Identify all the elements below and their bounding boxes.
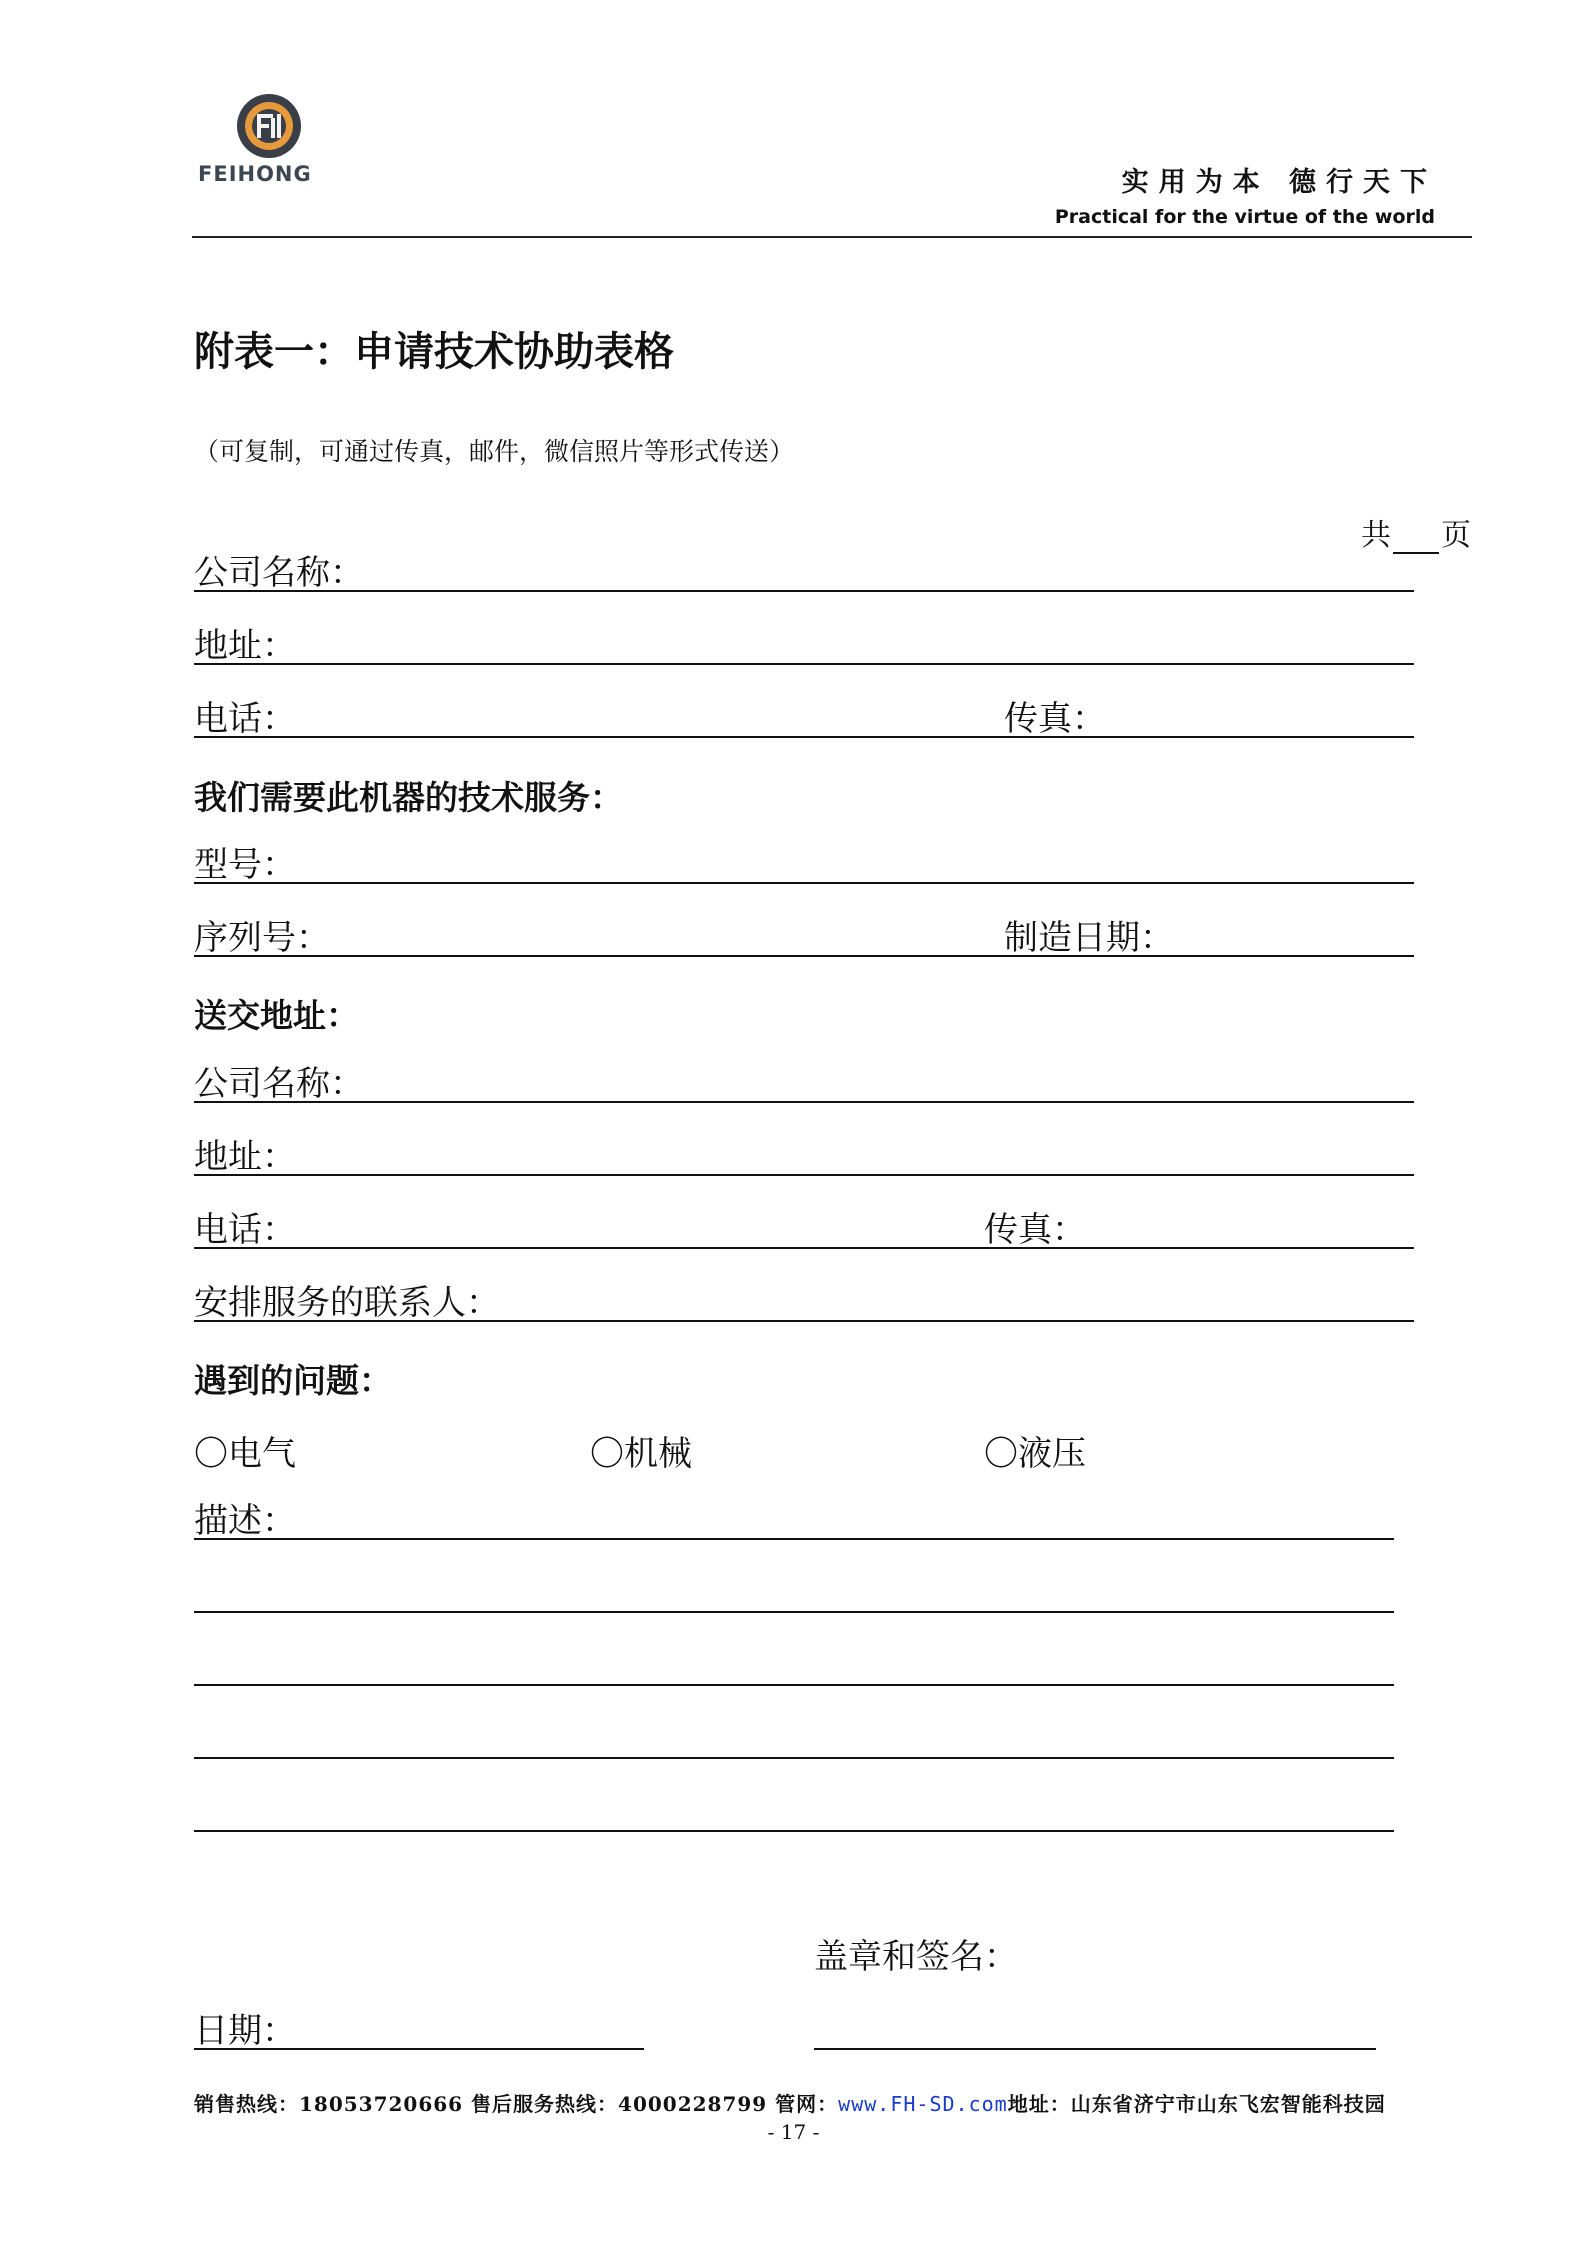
delivery-address-label: 地址： [194, 1137, 296, 1177]
page-title: 附表一：申请技术协助表格 [194, 329, 674, 375]
serial-label: 序列号： [194, 918, 330, 958]
description-line-3[interactable] [194, 1684, 1394, 1686]
model-label: 型号： [194, 845, 296, 885]
delivery-company-field[interactable] [194, 1101, 1414, 1103]
mfg-date-label: 制造日期： [1004, 918, 1174, 958]
brand-name: FEIHONG [198, 162, 312, 186]
description-label: 描述： [194, 1501, 296, 1541]
delivery-phone-fax-field[interactable] [194, 1247, 1414, 1249]
page-count-prefix: 共 [1361, 518, 1391, 553]
slogan-english: Practical for the virtue of the world [1054, 206, 1435, 228]
delivery-heading: 送交地址： [194, 996, 359, 1035]
page-count-suffix: 页 [1441, 518, 1471, 553]
page-count [1361, 510, 1471, 554]
delivery-company-label: 公司名称： [194, 1064, 364, 1104]
stamp-sign-label: 盖章和签名： [814, 1937, 1018, 1977]
footer-website-link[interactable]: www.FH-SD.com [838, 2092, 1008, 2116]
problem-heading: 遇到的问题： [194, 1361, 392, 1400]
page-count-field[interactable] [1393, 522, 1439, 554]
company-field[interactable] [194, 590, 1414, 592]
service-heading: 我们需要此机器的技术服务： [194, 778, 623, 817]
delivery-phone-label: 电话： [194, 1210, 296, 1250]
option-electric[interactable]: 〇电气 [194, 1434, 296, 1474]
option-hydraulic[interactable]: 〇液压 [984, 1434, 1086, 1474]
footer-contact [194, 2088, 1386, 2117]
date-field[interactable] [194, 2048, 644, 2050]
header-divider [192, 236, 1472, 238]
address-field[interactable] [194, 663, 1414, 665]
delivery-address-field[interactable] [194, 1174, 1414, 1176]
contact-field[interactable] [194, 1320, 1414, 1322]
address-label: 地址： [194, 626, 296, 666]
phone-fax-field[interactable] [194, 736, 1414, 738]
signature-field[interactable] [814, 2048, 1376, 2050]
date-label: 日期： [194, 2011, 296, 2051]
description-line-1[interactable] [194, 1538, 1394, 1540]
logo-emblem-icon [234, 92, 304, 160]
footer-hotlines: 销售热线：18053720666 售后服务热线：4000228799 管网： [194, 2092, 839, 2116]
description-line-4[interactable] [194, 1757, 1394, 1759]
delivery-fax-label: 传真： [984, 1210, 1086, 1250]
contact-label: 安排服务的联系人： [194, 1283, 500, 1323]
phone-label: 电话： [194, 699, 296, 739]
description-line-5[interactable] [194, 1830, 1394, 1832]
option-mechanical[interactable]: 〇机械 [590, 1434, 692, 1474]
slogan-chinese: 实用为本 德行天下 [1121, 167, 1437, 198]
serial-mfg-field[interactable] [194, 955, 1414, 957]
description-line-2[interactable] [194, 1611, 1394, 1613]
feihong-logo [192, 92, 352, 188]
model-field[interactable] [194, 882, 1414, 884]
transmission-note: （可复制，可通过传真，邮件，微信照片等形式传送） [194, 437, 795, 466]
footer-address: 地址：山东省济宁市山东飞宏智能科技园 [1007, 2092, 1386, 2116]
page-number: - 17 - [767, 2120, 820, 2144]
company-label: 公司名称： [194, 553, 364, 593]
fax-label: 传真： [1004, 699, 1106, 739]
